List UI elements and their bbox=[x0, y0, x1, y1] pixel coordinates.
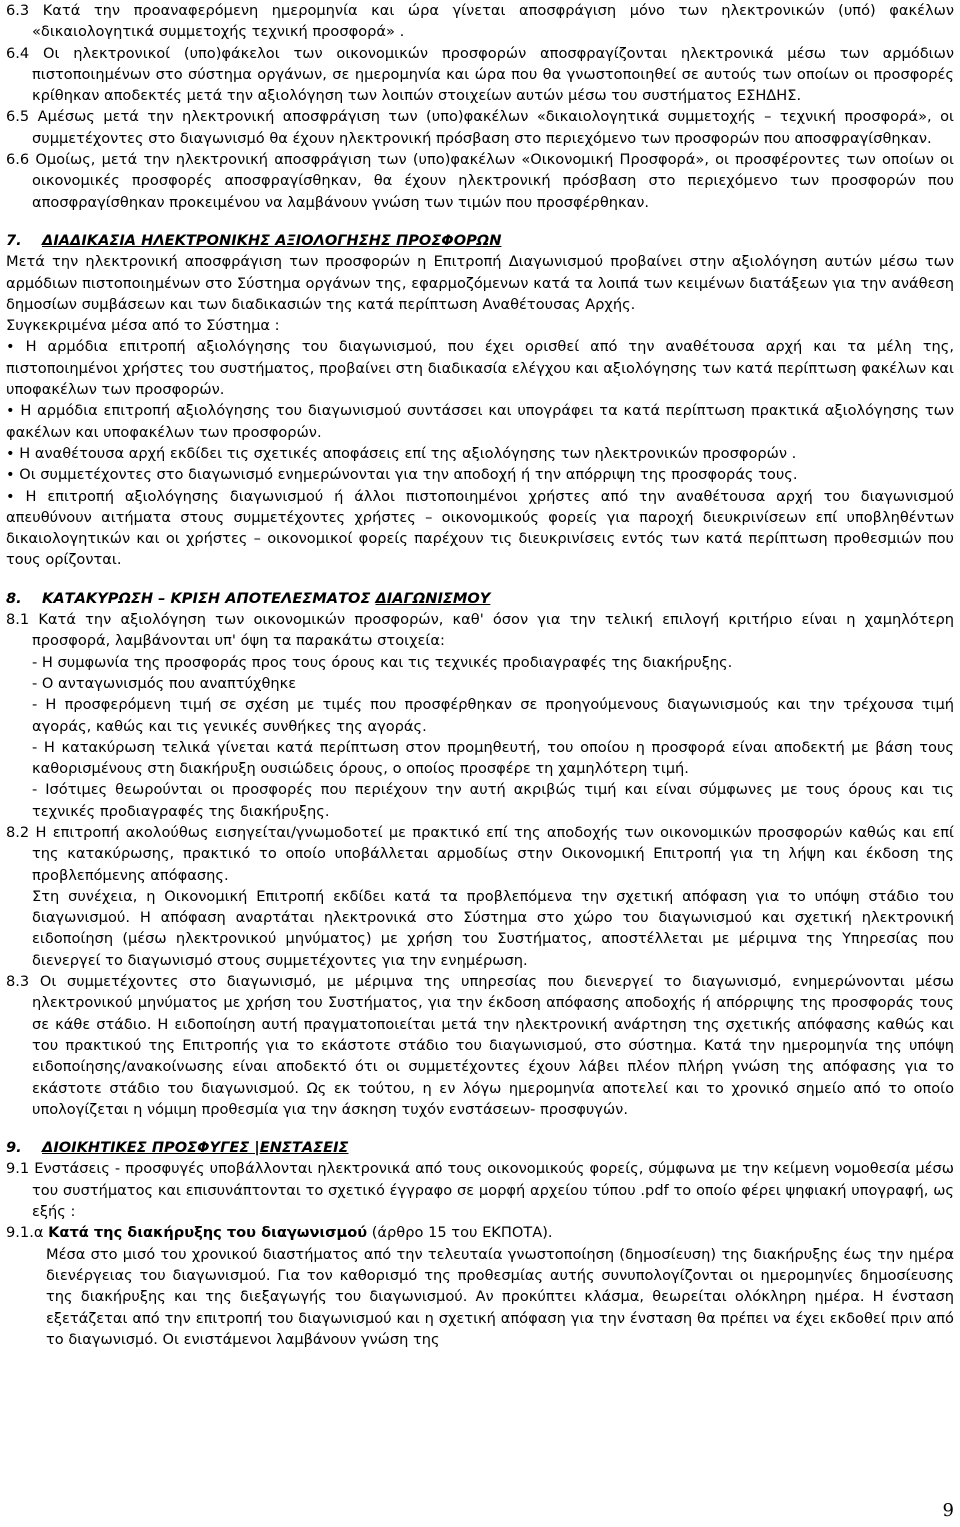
paragraph-8-2: 8.2 Η επιτροπή ακολούθως εισηγείται/γνωμοδοτεί με πρακτικό επί της αποδοχής των οικονομικών προσφορών καθώς και επί της κατακύρωσης, πρακτικό το οποίο υποβάλλεται αρμοδίως στην Οικονομική Επιτροπή για τη λήψη και έκδοση της προβλεπόμενης απόφασης. bbox=[6, 823, 954, 884]
paragraph-9-1-a-heading bbox=[6, 1222, 954, 1243]
list-item: - Ο ανταγωνισμός που αναπτύχθηκε bbox=[32, 674, 297, 692]
section-8-heading bbox=[6, 588, 954, 609]
paragraph-9-1-a-reference: (άρθρο 15 του ΕΚΠΟΤΑ). bbox=[367, 1224, 553, 1242]
paragraph-8-3: 8.3 Οι συμμετέχοντες στο διαγωνισμό, με μέριμνα της υπηρεσίας που διενεργεί το διαγωνισμό, ενημερώνονται μέσω ηλεκτρονικού μηνύματος με χρήση του Συστήματος, για την έκδοση απόφασης αποδοχής ή απόρριψης της προσφοράς τους σε κάθε στάδιο. Η ειδοποίηση αυτή πραγματοποιείται μετά την ηλεκτρονική ανάρτηση της σχετικής απόφασης καθώς και του πρακτικού της Επιτροπής για το εκάστοτε στάδιο του διαγωνισμού, στο σύστημα. Κατά την ημερομηνία της υπόψη ειδοποίησης/ανακοίνωσης είναι αποδεκτό ότι οι συμμετέχοντες έχουν λάβει πλέον πλήρη γνώση της απόφασης για το εκάστοτε στάδιο του διαγωνισμού. Ως εκ τούτου, η εν λόγω ημερομηνία αποτελεί και το χρονικό σημείο από το οποίο υπολογίζεται η νόμιμη προθεσμία για την άσκηση τυχόν ενστάσεων- προσφυγών. bbox=[6, 973, 954, 1118]
paragraph-8-2-continued: Στη συνέχεια, η Οικονομική Επιτροπή εκδίδει κατά τα προβλεπόμενα την σχετική απόφαση για το υπόψη στάδιο του διαγωνισμού. Η απόφαση αναρτάται ηλεκτρονικά στο Σύστημα στο χώρο του διαγωνισμού και σχετική ηλεκτρονική ειδοποίηση (μέσω ηλεκτρονικού μηνύματος) με χρήση του Συστήματος, αποστέλλεται με μέριμνα της Υπηρεσίας που διενεργεί το διαγωνισμό στους συμμετέχοντες για την ενημέρωση. bbox=[32, 887, 954, 969]
bullet-item: • Η επιτροπή αξιολόγησης διαγωνισμού ή άλλοι πιστοποιημένοι χρήστες από την αναθέτουσα αρχή του διαγωνισμού απευθύνουν αιτήματα στους συμμετέχοντες χρήστες – οικονομικούς φορείς για παροχή διευκρινίσεων επί υποβληθέντων δικαιολογητικών και οι χρήστες – οικονομικοί φορείς παρέχουν τις διευκρινίσεις εντός των κατά περίπτωση προθεσμιών που τους ορίζονται. bbox=[6, 487, 954, 569]
list-item: - Η κατακύρωση τελικά γίνεται κατά περίπτωση στον προμηθευτή, του οποίου η προσφορά είναι αποδεκτή με βάση τους καθορισμένους στη διακήρυξη ουσιώδεις όρους, ο οποίος προσφέρε τη χαμηλότερη τιμή. bbox=[32, 738, 954, 778]
paragraph-6-5: 6.5 Αμέσως μετά την ηλεκτρονική αποσφράγιση των (υπο)φακέλων «δικαιολογητικά συμμετοχής – τεχνική προσφορά», οι συμμετέχοντες στο διαγωνισμό θα έχουν ηλεκτρονική πρόσβαση στο περιεχόμενο των προσφορών που αποσφραγίσθηκαν. bbox=[6, 108, 954, 147]
bullet-item: • Η αρμόδια επιτροπή αξιολόγησης του διαγωνισμού συντάσσει και υπογράφει τα κατά περίπτωση πρακτικά αξιολόγησης των φακέλων και υποφακέλων των προσφορών. bbox=[6, 402, 954, 441]
bullet-item: • Η αρμόδια επιτροπή αξιολόγησης του διαγωνισμού, που έχει ορισθεί από την αναθέτουσα αρχή και τα μέλη της, πιστοποιημένοι χρήστες του συστήματος, προβαίνει στη διαδικασία ελέγχου και αξιολόγησης των κατά περίπτωση φακέλων και υποφακέλων των προσφορών. bbox=[6, 338, 954, 399]
paragraph-9-1-a-body: Μέσα στο μισό του χρονικού διαστήματος από την τελευταία γνωστοποίηση (δημοσίευση) της διακήρυξης έως την ημέρα διενέργειας του διαγωνισμού. Για τον καθορισμό της προθεσμίας αυτής συνυπολογίζονται οι ημερομηνίες δημοσίευσης της διακήρυξης και της διεξαγωγής του διαγωνισμού. Αν προκύπτει κλάσμα, θεωρείται ολόκληρη ημέρα. Η ένσταση εξετάζεται από την επιτροπή του διαγωνισμού και η σχετική απόφαση για την ένσταση θα πρέπει να έχει εκδοθεί πριν από το διαγωνισμό. Οι ενιστάμενοι λαμβάνουν γνώση της bbox=[46, 1245, 954, 1348]
paragraph-8-1: 8.1 Κατά την αξιολόγηση των οικονομικών προσφορών, καθ' όσον για την τελική επιλογή κριτήριο είναι η χαμηλότερη προσφορά, λαμβάνονται υπ' όψη τα παρακάτω στοιχεία: bbox=[6, 611, 954, 650]
section-7-number: 7. bbox=[6, 231, 22, 249]
section-7-intro: Μετά την ηλεκτρονική αποσφράγιση των προσφορών η Επιτροπή Διαγωνισμού προβαίνει στην αξιολόγηση αυτών μέσω των αρμόδιων πιστοποιημένων στο Σύστημα οργάνων της, εφαρμοζόμενων κατά τα λοιπά των κειμένων διατάξεων για την ανάθεση δημοσίων συμβάσεων και των διαδικασιών της κατά περίπτωση Αναθέτουσας Αρχής. bbox=[6, 253, 954, 313]
section-8-title-underlined: ΔΙΑΓΩΝΙΣΜΟΥ bbox=[375, 589, 491, 607]
page-number: 9 bbox=[942, 1500, 954, 1521]
paragraph-9-1-a-title: Κατά της διακήρυξης του διαγωνισμού bbox=[48, 1224, 368, 1242]
section-9-title: ΔΙΟΙΚΗΤΙΚΕΣ ΠΡΟΣΦΥΓΕΣ |ΕΝΣΤΑΣΕΙΣ bbox=[42, 1139, 349, 1157]
paragraph-6-3: 6.3 Κατά την προαναφερόμενη ημερομηνία και ώρα γίνεται αποσφράγιση μόνο των ηλεκτρονικών (υπό) φακέλων «δικαιολογητικά συμμετοχής τεχνική προσφορά» . bbox=[6, 2, 954, 41]
section-7-heading bbox=[6, 230, 954, 251]
paragraph-6-6: 6.6 Ομοίως, μετά την ηλεκτρονική αποσφράγιση των (υπο)φακέλων «Οικονομική Προσφορά», οι προσφέροντες των οποίων οι οικονομικές προσφορές αποσφραγίσθηκαν, θα έχουν ηλεκτρονική πρόσβαση στο περιεχόμενο των προσφορών που αποσφραγίσθηκαν προκειμένου να λαμβάνουν γνώση των τιμών που προσφέρθηκαν. bbox=[6, 151, 954, 211]
section-8-title: ΚΑΤΑΚΥΡΩΣΗ – ΚΡΙΣΗ ΑΠΟΤΕΛΕΣΜΑΤΟΣ bbox=[42, 589, 376, 607]
section-8-number: 8. bbox=[6, 589, 22, 607]
paragraph-9-1: 9.1 Ενστάσεις - προσφυγές υποβάλλονται ηλεκτρονικά από τους οικονομικούς φορείς, σύμφωνα με την κείμενη νομοθεσία μέσω του συστήματος και επισυνάπτονται το σχετικό έγγραφο σε μορφή αρχείου τύπου .pdf το οποίο φέρει ψηφιακή υπογραφή, ως εξής : bbox=[6, 1160, 954, 1221]
paragraph-9-1-a-number: 9.1.α bbox=[6, 1224, 44, 1242]
section-7-title: ΔΙΑΔΙΚΑΣΙΑ ΗΛΕΚΤΡΟΝΙΚΗΣ ΑΞΙΟΛΟΓΗΣΗΣ ΠΡΟΣΦΟΡΩΝ bbox=[42, 231, 502, 249]
section-7-lead: Συγκεκριμένα μέσα από το Σύστημα : bbox=[6, 317, 280, 335]
list-item: - Η προσφερόμενη τιμή σε σχέση με τιμές που προσφέρθηκαν σε προηγούμενους διαγωνισμούς και την τρέχουσα τιμή αγοράς, καθώς και τις γενικές συνθήκες της αγοράς. bbox=[32, 696, 954, 735]
list-item: - Η συμφωνία της προσφοράς προς τους όρους και τις τεχνικές προδιαγραφές της διακήρυξης. bbox=[32, 653, 733, 671]
document-page bbox=[6, 0, 954, 1350]
list-item: - Ισότιμες θεωρούνται οι προσφορές που περιέχουν την αυτή ακριβώς τιμή και είναι σύμφωνες με τους όρους και τις τεχνικές προδιαγραφές της διακήρυξης. bbox=[32, 781, 954, 820]
bullet-item: • Οι συμμετέχοντες στο διαγωνισμό ενημερώνονται για την αποδοχή ή την απόρριψη της προσφοράς τους. bbox=[6, 466, 798, 484]
bullet-item: • Η αναθέτουσα αρχή εκδίδει τις σχετικές αποφάσεις επί της αξιολόγησης των ηλεκτρονικών προσφορών . bbox=[6, 444, 797, 462]
section-9-heading bbox=[6, 1137, 954, 1158]
section-9-number: 9. bbox=[6, 1139, 22, 1157]
paragraph-6-4: 6.4 Οι ηλεκτρονικοί (υπο)φάκελοι των οικονομικών προσφορών αποσφραγίζονται ηλεκτρονικά μέσω των αρμόδιων πιστοποιημένων στο σύστημα οργάνων, σε ημερομηνία και ώρα που θα γνωστοποιηθεί σε αυτούς των οποίων οι προσφορές κρίθηκαν αποδεκτές μετά την αξιολόγηση των λοιπών στοιχείων αυτών μέσω του συστήματος ΕΣΗΔΗΣ. bbox=[6, 44, 954, 105]
